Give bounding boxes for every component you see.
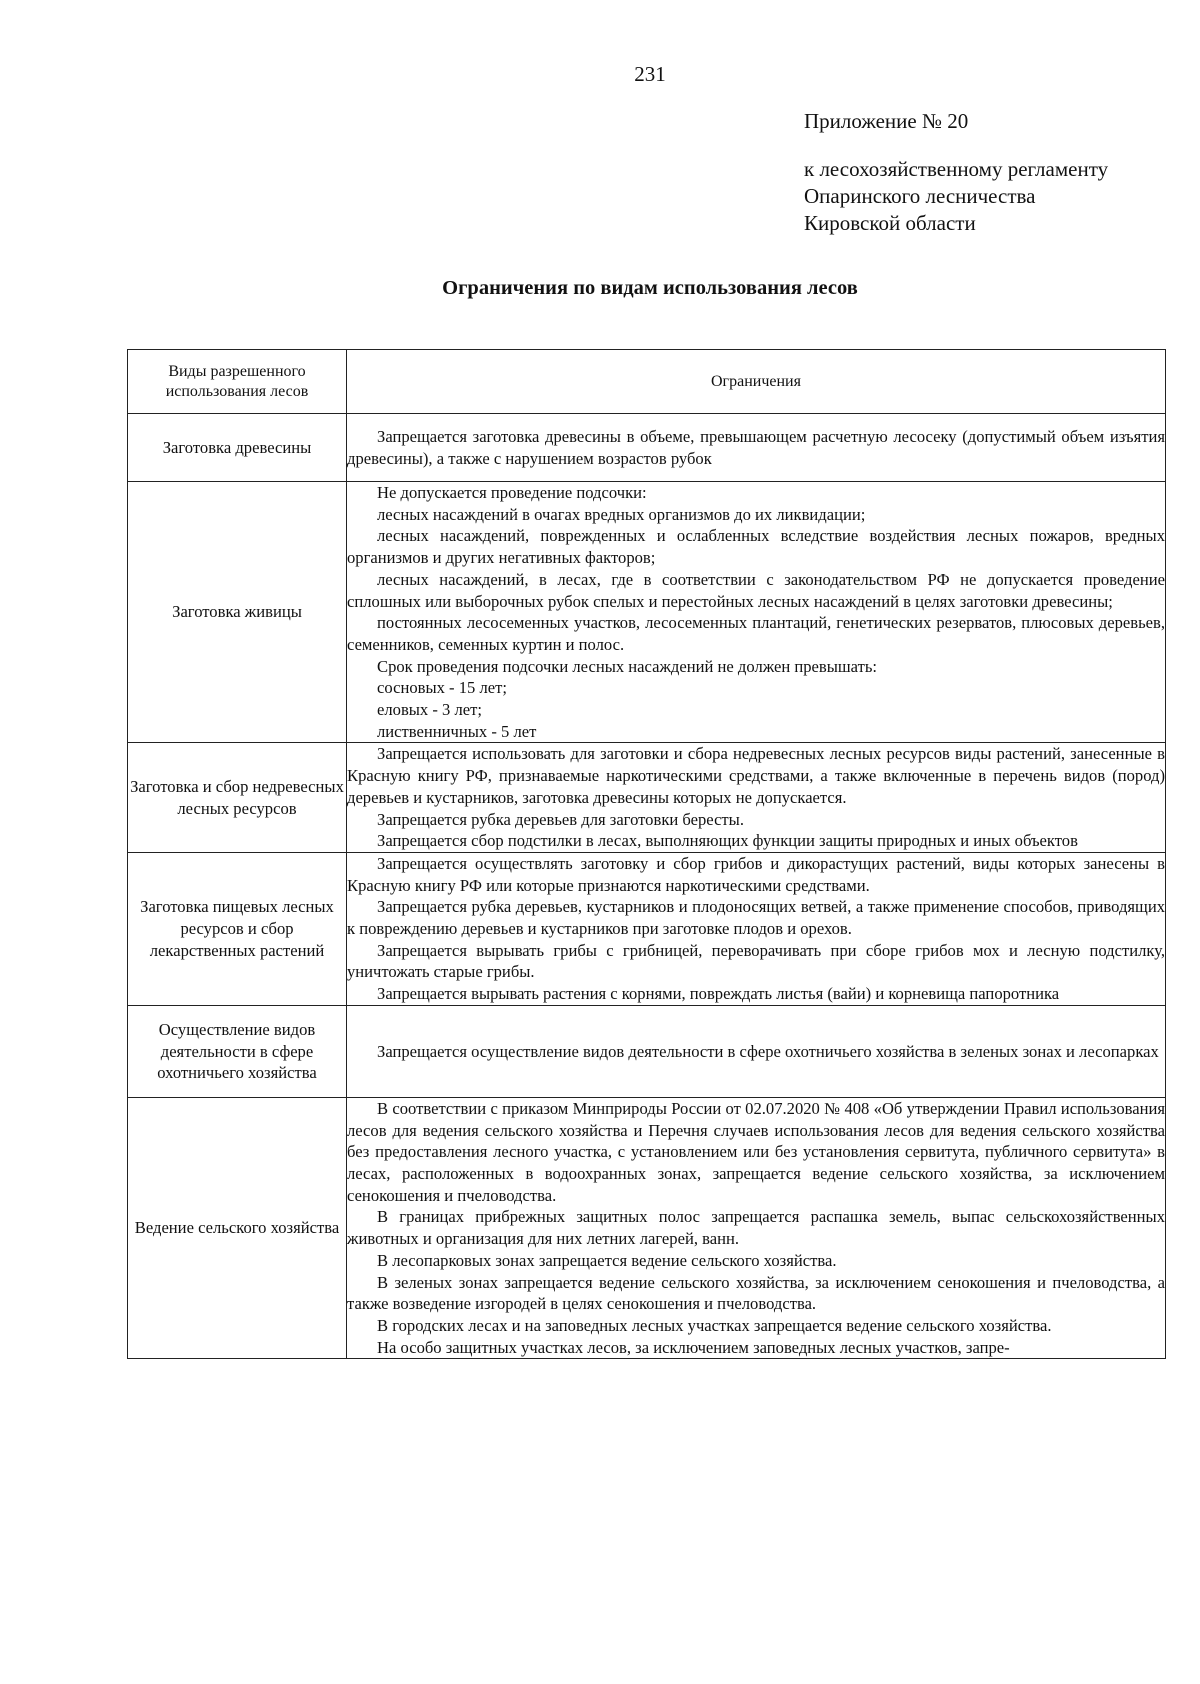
appendix-line-2: Опаринского лесничества <box>804 184 1036 208</box>
restriction-paragraph: лесных насаждений, в лесах, где в соответствии с законодательством РФ не допускается проведение сплошных или выборочных рубок спелых и перестойных лесных насаждений в целях заготовки древесины; <box>347 569 1165 611</box>
row-kind: Заготовка пищевых лесных ресурсов и сбор лекарственных растений <box>128 852 347 1005</box>
row-kind: Заготовка и сбор недревесных лесных ресурсов <box>128 743 347 853</box>
restriction-paragraph: Запрещается рубка деревьев для заготовки бересты. <box>377 809 744 829</box>
table-row <box>128 482 1166 743</box>
appendix-line-1: к лесохозяйственному регламенту <box>804 157 1109 181</box>
restriction-paragraph: постоянных лесосеменных участков, лесосеменных плантаций, генетических резерватов, плюсовых деревьев, семенников, семенных куртин и полос. <box>347 613 1165 654</box>
restriction-paragraph: лиственничных - 5 лет <box>377 721 537 741</box>
restriction-paragraph: лесных насаждений, поврежденных и ослабленных вследствие воздействия лесных пожаров, вредных организмов и других негативных факторов; <box>347 526 1165 568</box>
restriction-paragraph: Не допускается проведение подсочки: <box>377 483 647 502</box>
restriction-paragraph: Запрещается сбор подстилки в лесах, выполняющих функции защиты природных и иных объектов <box>377 831 1078 851</box>
table-row <box>128 414 1166 482</box>
row-restrictions <box>347 414 1166 482</box>
row-restrictions <box>347 482 1166 743</box>
document-title: Ограничения по видам использования лесов <box>442 277 858 299</box>
restriction-paragraph: Запрещается использовать для заготовки и сбора недревесных лесных ресурсов виды растений, занесенные в Красную книгу РФ, признаваемые наркотическими средствами, а также включенные в перечень видов (пород) деревьев и кустарников, заготовка древесины которых не допускается. <box>347 744 1165 807</box>
row-kind: Заготовка живицы <box>128 482 347 743</box>
row-kind: Ведение сельского хозяйства <box>128 1097 347 1358</box>
row-restrictions <box>347 743 1166 853</box>
restriction-paragraph: Запрещается осуществление видов деятельности в сфере охотничьего хозяйства в зеленых зонах и лесопарках <box>377 1041 1159 1061</box>
restriction-paragraph: В зеленых зонах запрещается ведение сельского хозяйства, за исключением сенокошения и пчеловодства, а также возведение изгородей в целях сенокошения и пчеловодства. <box>347 1272 1165 1314</box>
restriction-paragraph: В городских лесах и на заповедных лесных участках запрещается ведение сельского хозяйства. <box>377 1315 1052 1335</box>
row-restrictions <box>347 1005 1166 1097</box>
header-usage-kinds: Виды разрешенного использования лесов <box>128 350 347 414</box>
restriction-paragraph: еловых - 3 лет; <box>377 700 482 720</box>
restriction-paragraph: лесных насаждений в очагах вредных организмов до их ликвидации; <box>377 504 866 524</box>
restriction-paragraph: сосновых - 15 лет; <box>377 678 507 698</box>
table-row <box>128 743 1166 853</box>
restriction-paragraph: Запрещается осуществлять заготовку и сбор грибов и дикорастущих растений, виды которых занесены в Красную книгу РФ или которые признаются наркотическими средствами. <box>347 853 1165 895</box>
restriction-paragraph: В лесопарковых зонах запрещается ведение сельского хозяйства. <box>377 1250 837 1270</box>
row-kind: Заготовка древесины <box>128 414 347 482</box>
restriction-paragraph: В соответствии с приказом Минприроды России от 02.07.2020 № 408 «Об утверждении Правил использования лесов для ведения сельского хозяйства и Перечня случаев использования лесов для ведения сельского хозяйства без предоставления лесного участка, с установлением или без установления сервитута, публичного сервитута» в лесах, расположенных в водоохранных зонах, запрещается ведение сельского хозяйства, за исключением сенокошения и пчеловодства. <box>347 1098 1165 1205</box>
restriction-paragraph: В границах прибрежных защитных полос запрещается распашка земель, выпас сельскохозяйственных животных и организация для них летних лагерей, ванн. <box>347 1207 1165 1249</box>
table-row <box>128 852 1166 1005</box>
restriction-paragraph: Запрещается вырывать растения с корнями, повреждать листья (вайи) и корневища папоротника <box>377 984 1060 1004</box>
row-restrictions <box>347 852 1166 1005</box>
row-kind: Осуществление видов деятельности в сфере охотничьего хозяйства <box>128 1005 347 1097</box>
table-row <box>128 1097 1166 1358</box>
restrictions-table <box>127 349 1166 1359</box>
page-number: 231 <box>634 62 666 86</box>
restriction-paragraph: Запрещается заготовка древесины в объеме, превышающем расчетную лесосеку (допустимый объем изъятия древесины), а также с нарушением возрастов рубок <box>347 426 1165 468</box>
restriction-paragraph: Срок проведения подсочки лесных насаждений не должен превышать: <box>377 656 878 676</box>
appendix-line-3: Кировской области <box>804 211 976 235</box>
row-restrictions <box>347 1097 1166 1358</box>
restriction-paragraph: Запрещается вырывать грибы с грибницей, переворачивать при сборе грибов мох и лесную подстилку, уничтожать старые грибы. <box>347 940 1165 982</box>
restriction-paragraph: Запрещается рубка деревьев, кустарников и плодоносящих ветвей, а также применение способов, приводящих к повреждению деревьев и кустарников при заготовке плодов и орехов. <box>347 897 1165 939</box>
table-header-row <box>128 350 1166 414</box>
restriction-paragraph: На особо защитных участках лесов, за исключением заповедных лесных участков, запре- <box>377 1337 1010 1357</box>
header-restrictions: Ограничения <box>347 350 1166 414</box>
table-row <box>128 1005 1166 1097</box>
appendix-block <box>804 108 1108 237</box>
appendix-title: Приложение № 20 <box>804 109 969 133</box>
